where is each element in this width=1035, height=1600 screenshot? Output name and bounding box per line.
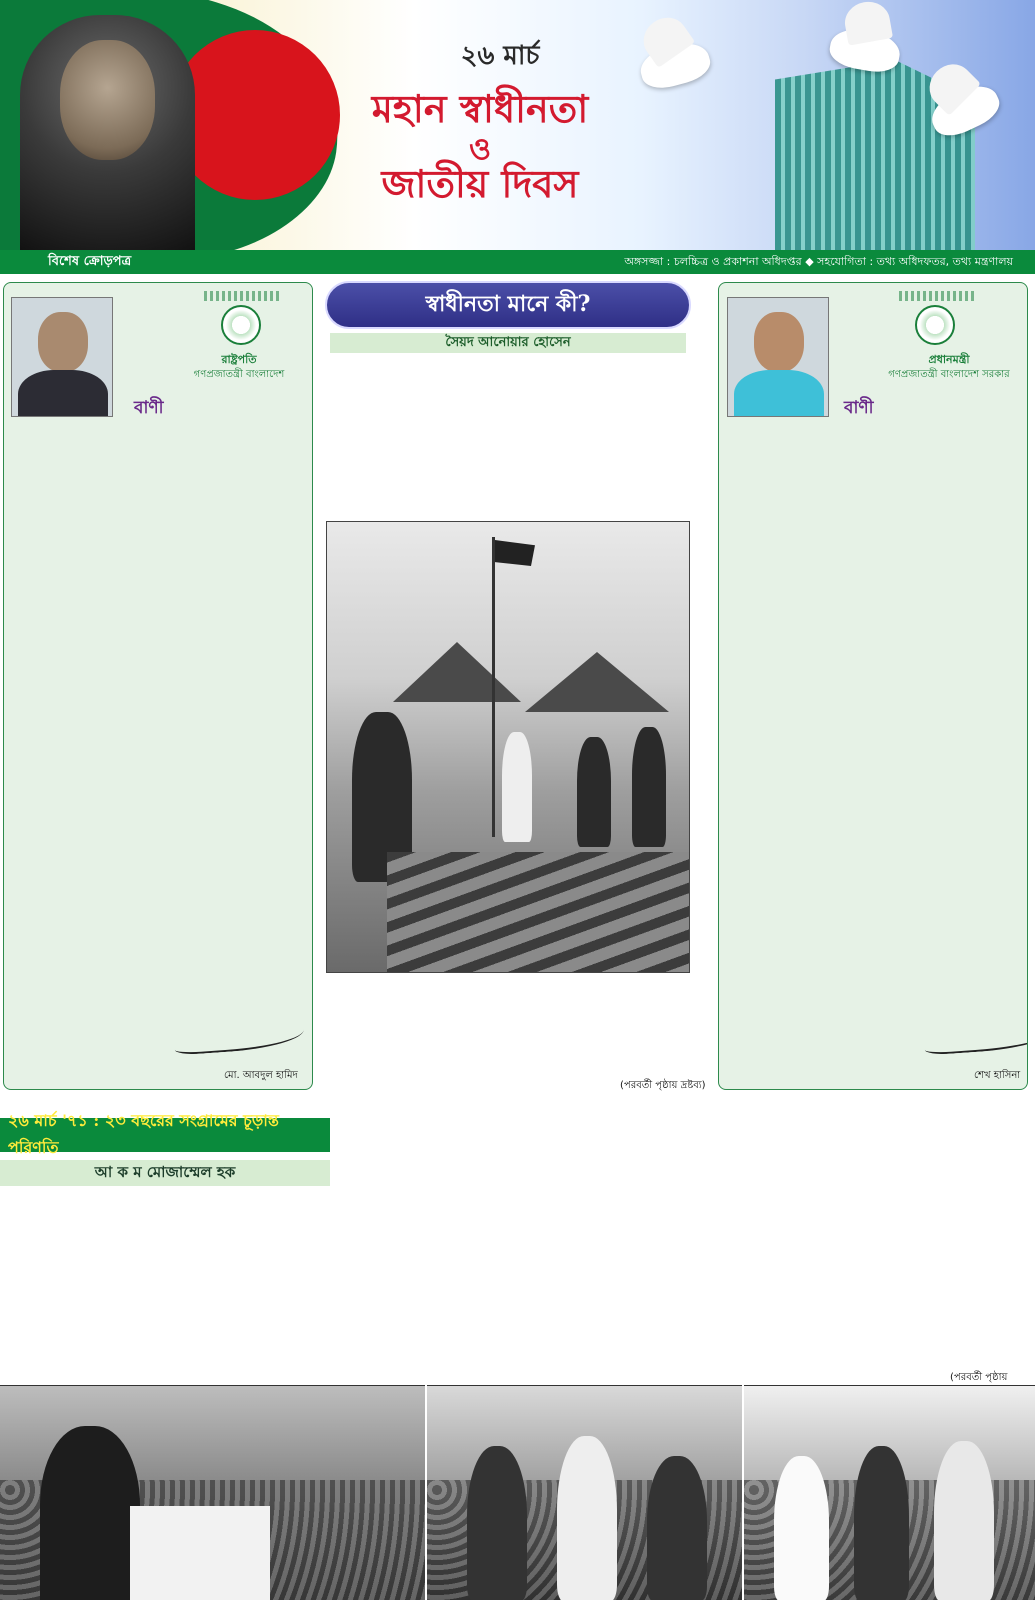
pm-signer-name: শেখ হাসিনা [974, 1070, 1021, 1081]
president-message-heading: বাণী [134, 398, 164, 418]
bottom-continued-note: (পরবর্তী পৃষ্ঠায় [950, 1372, 1008, 1383]
center-article-author: সৈয়দ আনোয়ার হোসেন [330, 333, 686, 353]
women-procession-photo [744, 1385, 1035, 1600]
pm-message-box [718, 282, 1028, 1090]
president-office-label: রাষ্ট্রপতি [221, 353, 257, 366]
government-seal-icon [221, 305, 261, 345]
supplement-label: বিশেষ ক্রোড়পত্র [48, 253, 132, 269]
banner-date: ২৬ মার্চ [460, 41, 540, 71]
banner-title-line2: ও [468, 132, 492, 167]
pm-office-label: প্রধানমন্ত্রী [928, 353, 970, 366]
president-country-label: গণপ্রজাতন্ত্রী বাংলাদেশ [193, 369, 285, 380]
pm-country-label: গণপ্রজাতন্ত্রী বাংলাদেশ সরকার [888, 369, 1010, 380]
center-continued-note: (পরবর্তী পৃষ্ঠায় দ্রষ্টব্য) [620, 1080, 706, 1091]
bismillah-calligraphy-icon [204, 291, 279, 301]
dove-icon [827, 24, 903, 76]
liberation-war-photo [326, 521, 690, 973]
banner-title-line1: মহান স্বাধীনতা [371, 86, 589, 131]
president-photo [11, 297, 113, 417]
president-signature-icon [173, 1018, 305, 1055]
header-banner [0, 0, 1035, 255]
president-message-box [3, 282, 313, 1090]
speech-crowd-photo [0, 1385, 425, 1600]
bottom-article-author: আ ক ম মোজাম্মেল হক [0, 1160, 330, 1186]
center-article-title: স্বাধীনতা মানে কী? [325, 281, 691, 329]
pm-signature-icon [923, 1018, 1028, 1055]
bismillah-calligraphy-icon [899, 291, 974, 301]
dove-icon [636, 37, 714, 94]
president-signer-name: মো. আবদুল হামিদ [224, 1070, 298, 1081]
flag-icon [495, 540, 535, 566]
freedom-fighters-photo [427, 1385, 742, 1600]
government-seal-icon [915, 305, 955, 345]
flag-red-disc-graphic [170, 30, 340, 200]
leader-portrait-image [20, 15, 195, 255]
pm-message-heading: বাণী [844, 398, 874, 418]
supplement-strip [0, 250, 1035, 274]
pm-photo [727, 297, 829, 417]
credits-label: অঙ্গসজ্জা : চলচ্চিত্র ও প্রকাশনা অধিদপ্তর ◆ সহযোগিতা : তথ্য অধিদফতর, তথ্য মন্ত্রণালয় [624, 254, 1013, 268]
banner-title-line3: জাতীয় দিবস [381, 161, 579, 206]
bottom-article-title: ২৬ মার্চ '৭১ : ২৩ বছরের সংগ্রামের চূড়ান্ত পরিণতি [0, 1118, 330, 1152]
